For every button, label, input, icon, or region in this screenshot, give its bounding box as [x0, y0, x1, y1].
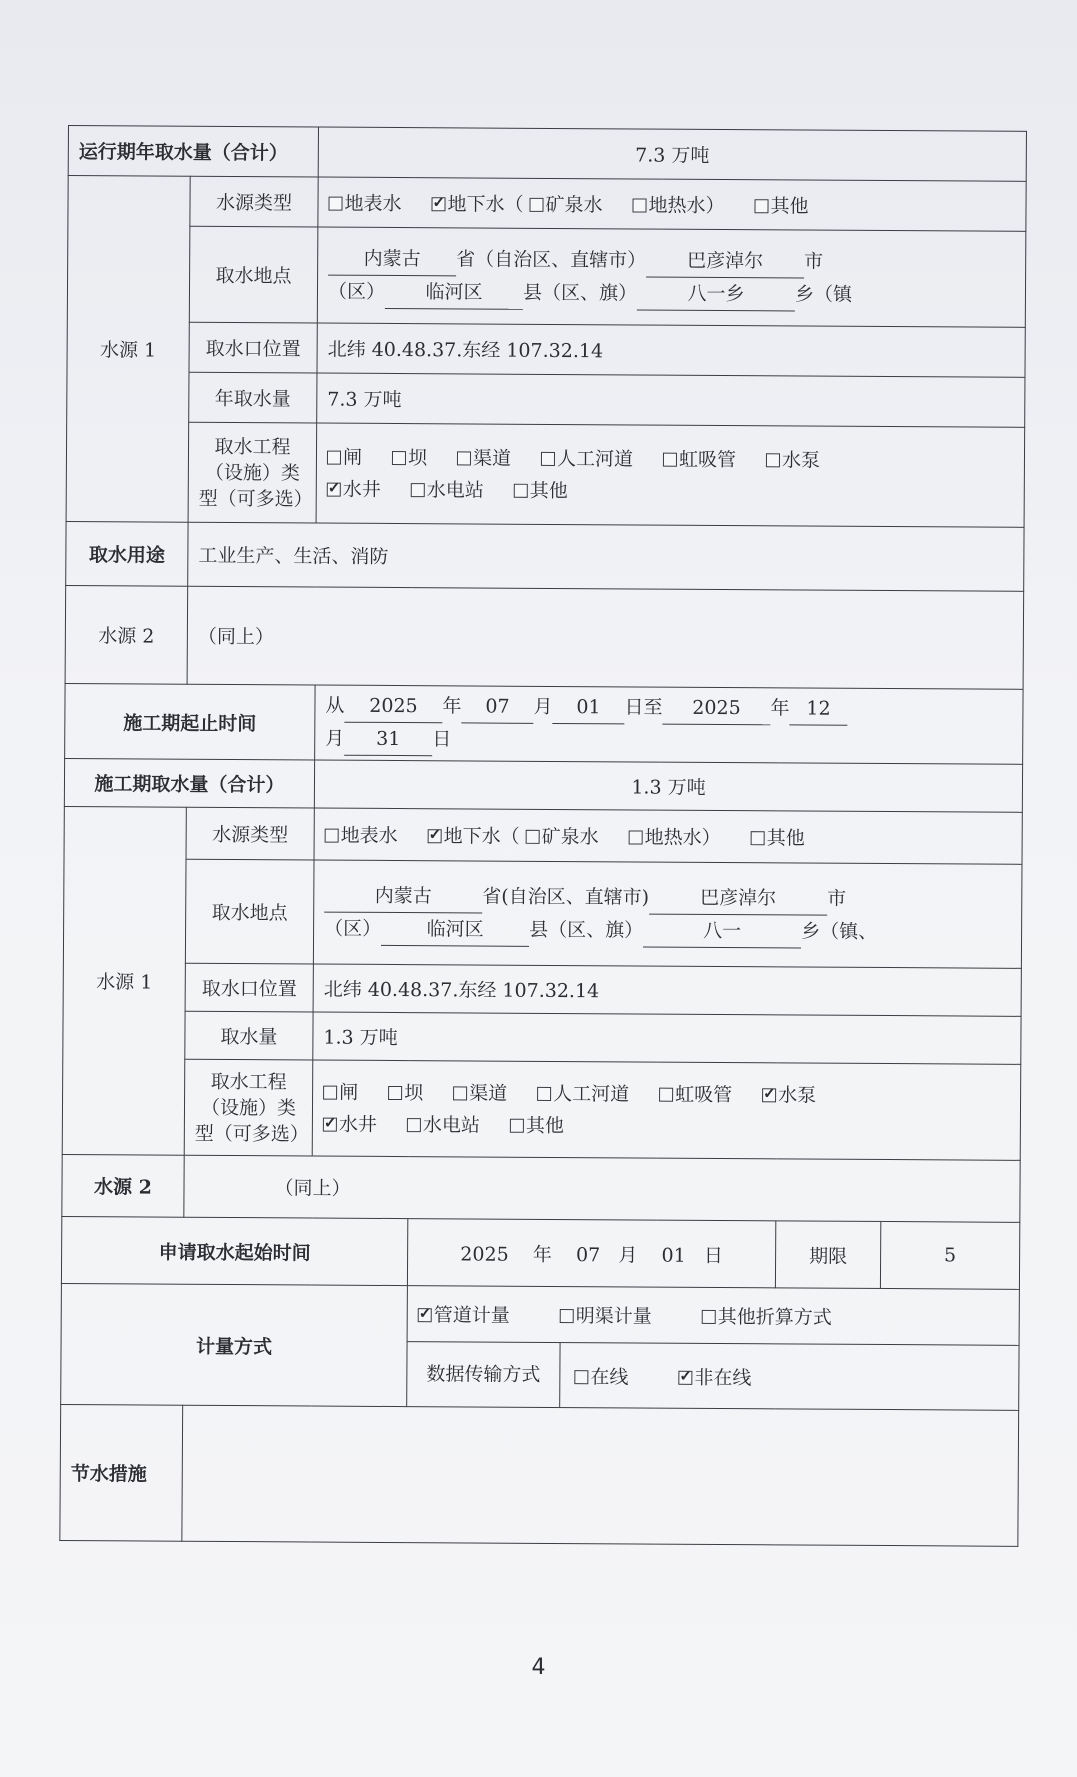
- apply-term-value: 5: [944, 1244, 957, 1267]
- con-end-year: 2025: [662, 692, 770, 726]
- checkbox-icon: [537, 1086, 551, 1100]
- op-annual-value: 7.3 万吨: [318, 127, 1026, 181]
- checked-checkbox-icon: [432, 197, 446, 211]
- con-qty-value: 1.3 万吨: [313, 1012, 1021, 1064]
- op-province: 内蒙古: [328, 242, 456, 276]
- opt-well[interactable]: ✓水井: [327, 473, 381, 505]
- meter-options: [407, 1286, 1019, 1346]
- opt-siphon[interactable]: 虹吸管: [663, 443, 736, 475]
- opt-geothermal[interactable]: 地热水）: [629, 822, 721, 850]
- checkbox-icon: [327, 450, 341, 464]
- con-start-day: 01: [552, 691, 624, 724]
- con-city-suffix: 市: [827, 887, 847, 910]
- opt-gate[interactable]: 闸: [327, 441, 362, 473]
- opt-other[interactable]: 其他: [751, 823, 805, 850]
- apply-term: [775, 1221, 1019, 1289]
- con-total-value: 1.3 万吨: [314, 760, 1022, 812]
- apply-day: 01: [661, 1244, 686, 1267]
- con-start-month: 07: [461, 690, 533, 723]
- checkbox-icon: [702, 1310, 716, 1324]
- opt-surface[interactable]: 地表水: [325, 821, 398, 848]
- checkbox-icon: [328, 197, 342, 211]
- con-loc-value: [313, 860, 1022, 968]
- opt-open-channel-meter[interactable]: 明渠计量: [560, 1301, 652, 1329]
- con-total-label: 施工期取水量（合计）: [64, 758, 314, 808]
- checkbox-icon: [530, 198, 544, 212]
- op-annual-label: 运行期年取水量（合计）: [68, 126, 318, 178]
- opt-eng-other[interactable]: 其他: [510, 1109, 564, 1141]
- opt-mineral[interactable]: 矿泉水: [529, 190, 602, 217]
- op-type-options: [318, 177, 1026, 231]
- opt-pump[interactable]: 水泵: [766, 444, 820, 476]
- op-eng-options: [316, 423, 1025, 527]
- checkbox-icon: [560, 1309, 574, 1323]
- op-qty-value: 7.3 万吨: [317, 373, 1025, 427]
- con-loc-label: 取水地点: [185, 859, 314, 964]
- opt-canal[interactable]: 渠道: [457, 442, 511, 474]
- op-pos-label: 取水口位置: [189, 322, 317, 373]
- checked-checkbox-icon: [678, 1370, 692, 1384]
- con-district-suffix: 县（区、旗）: [529, 918, 644, 942]
- op-use-label: 取水用途: [66, 521, 188, 586]
- checkbox-icon: [388, 1085, 402, 1099]
- opt-online[interactable]: 在线: [574, 1362, 628, 1389]
- checkbox-icon: [541, 451, 555, 465]
- op-city-suffix: 市: [804, 249, 824, 273]
- opt-dam[interactable]: 坝: [392, 441, 427, 473]
- checkbox-icon: [453, 1086, 467, 1100]
- op-district-suffix: 县（区、旗）: [522, 281, 638, 304]
- checkbox-icon: [392, 450, 406, 464]
- op-eng-label: 取水工程（设施）类型（可多选）: [188, 422, 317, 523]
- checkbox-icon: [526, 830, 540, 844]
- con-city: 巴彦淖尔: [649, 881, 827, 915]
- saving-value: [182, 1405, 1019, 1546]
- opt-channel[interactable]: 人工河道: [541, 442, 633, 475]
- checkbox-icon: [514, 483, 528, 497]
- con-qty-label: 取水量: [185, 1011, 313, 1060]
- con-pos-value: 北纬 40.48.37.东经 107.32.14: [313, 964, 1021, 1016]
- con-pos-label: 取水口位置: [185, 963, 313, 1012]
- op-town: 八一乡: [637, 277, 795, 311]
- op-loc-value: [317, 227, 1026, 327]
- opt-pump[interactable]: ✓ 水泵: [762, 1079, 816, 1111]
- opt-ground[interactable]: ✓ 地下水（: [431, 189, 523, 217]
- con-period-label: 施工期起止时间: [65, 683, 315, 760]
- checkbox-icon: [659, 1087, 673, 1101]
- apply-start-label: 申请取水起始时间: [61, 1216, 407, 1285]
- application-form: [59, 125, 1026, 1547]
- checkbox-icon: [751, 831, 765, 845]
- saving-label: 节水措施: [60, 1404, 183, 1541]
- opt-ground[interactable]: ✓ 地下水（: [428, 821, 520, 849]
- checked-checkbox-icon: [428, 829, 442, 843]
- page-number: 4: [531, 1655, 546, 1680]
- checked-checkbox-icon: [323, 1117, 337, 1131]
- con-town: 八一: [643, 914, 801, 948]
- con-src2-label: 水源 2: [62, 1154, 184, 1217]
- opt-geothermal[interactable]: 地热水）: [633, 190, 725, 218]
- con-district: 临河区: [381, 912, 529, 946]
- opt-other[interactable]: 其他: [755, 191, 809, 218]
- con-district-prefix: （区）: [324, 917, 382, 940]
- con-province: 内蒙古: [324, 879, 482, 913]
- checkbox-icon: [755, 199, 769, 213]
- con-town-suffix: 乡（镇、: [801, 919, 878, 943]
- checkbox-icon: [407, 1118, 421, 1132]
- apply-month: 07: [575, 1243, 601, 1266]
- checked-checkbox-icon: [418, 1308, 432, 1322]
- opt-mineral[interactable]: 矿泉水: [526, 822, 599, 849]
- checkbox-icon: [629, 830, 643, 844]
- opt-hydro[interactable]: 水电站: [407, 1109, 480, 1141]
- water-intake-table: [59, 125, 1027, 1547]
- checked-checkbox-icon: [327, 482, 341, 496]
- con-province-suffix: 省(自治区、直辖市): [482, 885, 650, 909]
- checkbox-icon: [457, 451, 471, 465]
- con-eng-label: 取水工程（设施）类型（可多选）: [184, 1059, 313, 1156]
- opt-channel[interactable]: 人工河道: [537, 1077, 629, 1110]
- con-eng-options: [312, 1060, 1021, 1160]
- con-end-month: 12: [789, 692, 847, 725]
- opt-gate[interactable]: 闸: [323, 1076, 358, 1108]
- op-type-label: 水源类型: [190, 176, 318, 227]
- op-district-prefix: （区）: [327, 280, 386, 303]
- op-use-value: 工业生产、生活、消防: [188, 522, 1024, 591]
- op-qty-label: 年取水量: [189, 372, 317, 423]
- checkbox-icon: [663, 452, 677, 466]
- checkbox-icon: [574, 1370, 588, 1384]
- checkbox-icon: [323, 1085, 337, 1099]
- opt-hydro[interactable]: 水电站: [411, 474, 484, 506]
- con-type-options: [314, 808, 1022, 864]
- trans-label: 数据传输方式: [407, 1342, 560, 1407]
- con-start-year: 2025: [344, 690, 442, 724]
- checkbox-icon: [633, 198, 647, 212]
- con-type-label: 水源类型: [186, 807, 314, 860]
- op-loc-label: 取水地点: [189, 226, 318, 323]
- checkbox-icon: [766, 453, 780, 467]
- opt-well[interactable]: ✓水井: [323, 1108, 377, 1140]
- transfer-row: [407, 1342, 1019, 1411]
- opt-dam[interactable]: 坝: [388, 1076, 423, 1108]
- op-city: 巴彦淖尔: [646, 244, 804, 278]
- checkbox-icon: [411, 483, 425, 497]
- op-src2-label: 水源 2: [65, 585, 188, 684]
- opt-canal[interactable]: 渠道: [453, 1077, 507, 1109]
- checked-checkbox-icon: [762, 1088, 776, 1102]
- checkbox-icon: [325, 829, 339, 843]
- apply-start-value: 2025 年 07 月 01 日: [407, 1219, 775, 1288]
- con-period-value: 从 2025 年 07 月 01 日至 2025 年 12 月 31 日: [315, 685, 1023, 764]
- op-district: 临河区: [385, 275, 523, 309]
- con-end-day: 31: [344, 723, 432, 757]
- con-src1-label: 水源 1: [62, 806, 186, 1155]
- apply-year: 2025: [460, 1242, 509, 1266]
- op-province-suffix: 省（自治区、直辖市）: [456, 247, 647, 272]
- op-pos-value: 北纬 40.48.37.东经 107.32.14: [317, 323, 1025, 377]
- op-src1-label: 水源 1: [66, 176, 190, 523]
- op-src2-value: （同上）: [187, 586, 1024, 689]
- meter-label: 计量方式: [61, 1283, 408, 1406]
- opt-surface[interactable]: 地表水: [328, 189, 401, 216]
- checkbox-icon: [510, 1118, 524, 1132]
- opt-other-meter[interactable]: 其他折算方式: [702, 1302, 832, 1330]
- op-town-suffix: 乡（镇: [794, 282, 853, 306]
- opt-offline[interactable]: ✓ 非在线: [678, 1362, 751, 1389]
- opt-siphon[interactable]: 虹吸管: [659, 1078, 732, 1110]
- opt-eng-other[interactable]: 其他: [514, 474, 568, 506]
- con-src2-value: （同上）: [184, 1155, 1020, 1222]
- apply-term-label: 期限: [776, 1221, 881, 1288]
- opt-pipe-meter[interactable]: ✓管道计量: [418, 1300, 510, 1328]
